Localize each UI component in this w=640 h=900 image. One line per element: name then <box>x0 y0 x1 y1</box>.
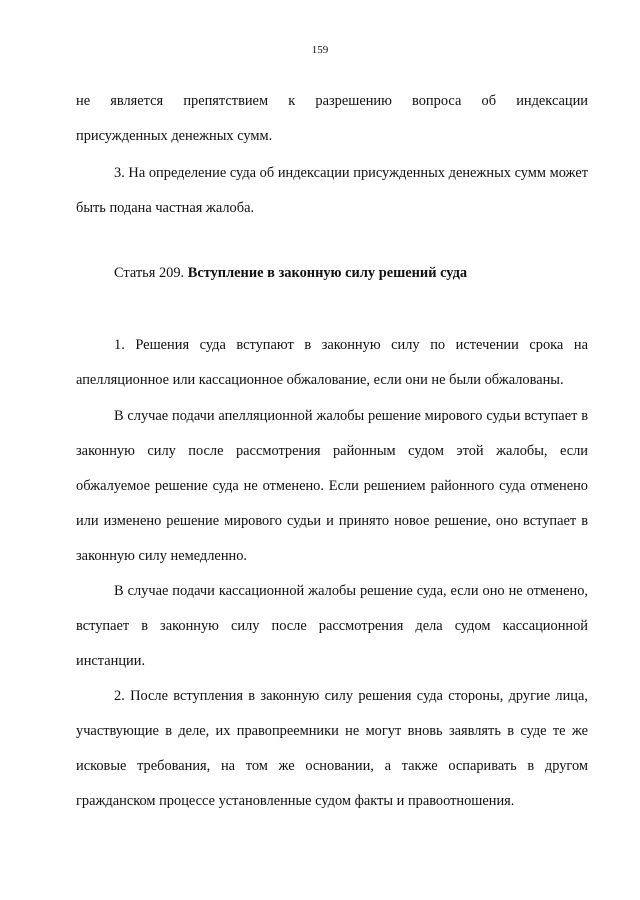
paragraph-item-2: 2. После вступления в законную силу решения суда стороны, другие лица, участвующие в деле, их правопреемники не могут вновь заявлять в суде те же исковые требования, на том же основании, а также оспаривать в другом гражданском процессе установленные судом факты и правоотношения. <box>76 688 588 809</box>
article-number: Статья 209. <box>114 265 188 281</box>
paragraph-continuation-line2: присужденных денежных сумм. <box>76 128 273 144</box>
article-heading <box>76 256 588 291</box>
paragraph-cassation: В случае подачи кассационной жалобы решение суда, если оно не отменено, вступает в законную силу после рассмотрения дела судом кассационной инстанции. <box>76 583 588 669</box>
paragraph-item-1: 1. Решения суда вступают в законную силу по истечении срока на апелляционное или кассационное обжалование, если они не были обжалованы. <box>76 337 588 388</box>
paragraph-item-3: 3. На определение суда об индексации присужденных денежных сумм может быть подана частная жалоба. <box>76 165 588 216</box>
paragraph-continuation-line1: не является препятствием к разрешению вопроса об индексации <box>76 93 588 109</box>
paragraph-appeal: В случае подачи апелляционной жалобы решение мирового судьи вступает в законную силу после рассмотрения районным судом этой жалобы, если обжалуемое решение суда не отменено. Если решением районного суда отменено или изменено решение мирового судьи и принято новое решение, оно вступает в законную силу немедленно. <box>76 408 588 564</box>
article-title: Вступление в законную силу решений суда <box>187 265 468 281</box>
page-number: 159 <box>311 44 329 56</box>
